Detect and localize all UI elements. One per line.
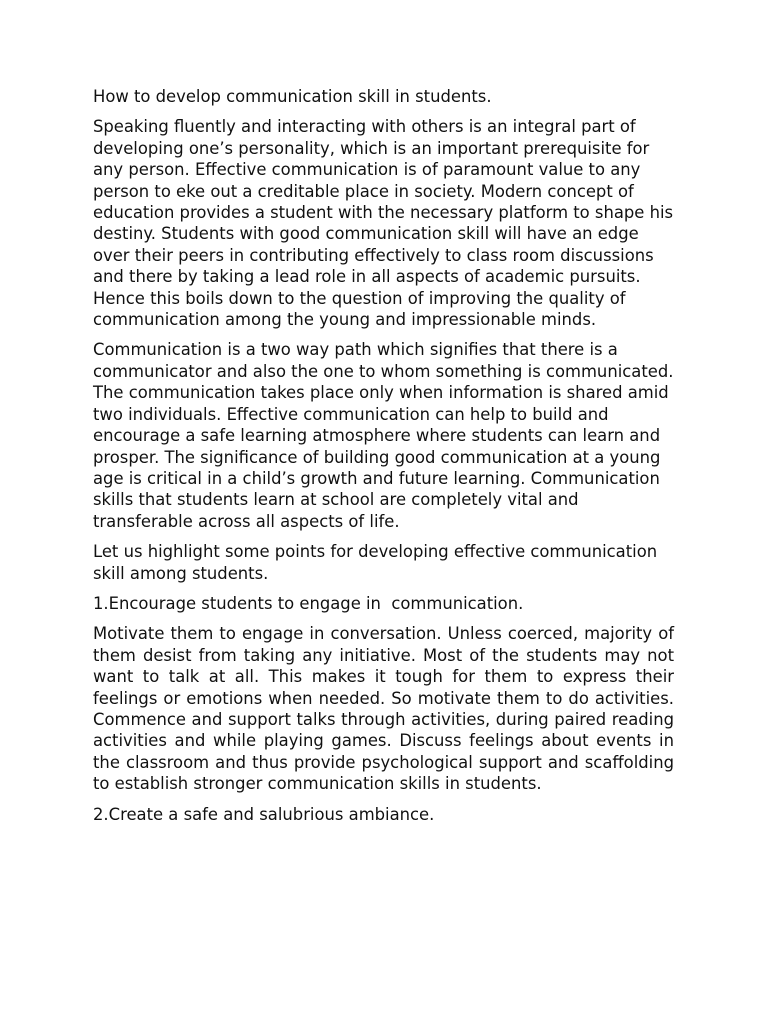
point-1-body: Motivate them to engage in conversation. Unless coerced, majority of them desist from taking any initiative. Most of the students may not want to talk at all. This makes it tough for them to express their feelings or emotions when needed. So motivate them to do activities. Commence and support talks through activities, during paired reading activities and while playing games. Discuss feelings about events in the classroom and thus provide psychological support and scaffolding to establish stronger communication skills in students. — [93, 624, 674, 794]
paragraph-intro: Speaking fluently and interacting with others is an integral part of developing one’s personality, which is an important prerequisite for any person. Effective communication is of paramount value to any person to eke out a creditable place in society. Modern concept of education provides a student with the necessary platform to shape his destiny. Students with good communication skill will have an edge over their peers in contributing effectively to class room discussions and there by taking a lead role in all aspects of academic pursuits. Hence this boils down to the question of improving the quality of communication among the young and impressionable minds. — [93, 117, 674, 330]
point-2-heading: 2.Create a safe and salubrious ambiance. — [93, 804, 435, 824]
document-page — [93, 86, 674, 834]
paragraph-highlight: Let us highlight some points for developing effective communication skill among students. — [93, 542, 658, 583]
paragraph-two-way: Communication is a two way path which signifies that there is a communicator and also the one to whom something is communicated. The communication takes place only when information is shared amid two individuals. Effective communication can help to build and encourage a safe learning atmosphere where students can learn and prosper. The significance of building good communication at a young age is critical in a child’s growth and future learning. Communication skills that students learn at school are completely vital and transferable across all aspects of life. — [93, 340, 674, 531]
document-title: How to develop communication skill in students. — [93, 87, 492, 106]
point-1-heading: 1.Encourage students to engage in communication. — [93, 593, 524, 613]
